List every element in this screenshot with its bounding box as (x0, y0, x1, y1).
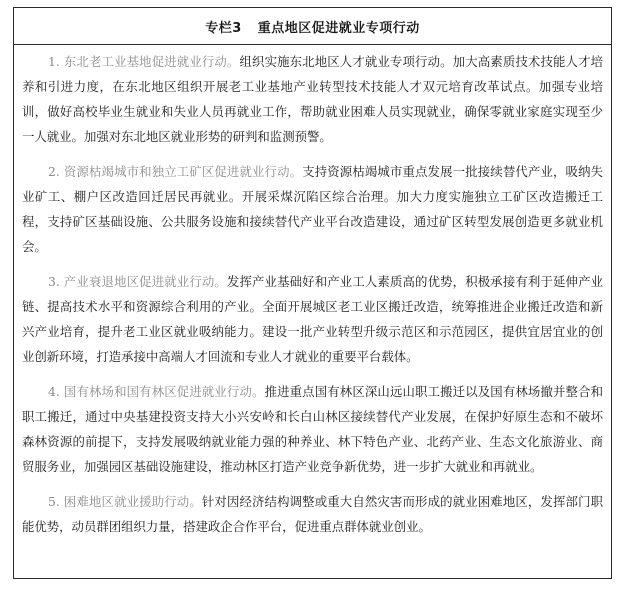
box-title: 重点地区促进就业专项行动 (257, 20, 420, 36)
column-box (13, 7, 612, 579)
action-text: 推进重点国有林区深山远山职工搬迁以及国有林场撤并整合和职工搬迁，通过中央基建投资支持大小兴安岭和长白山林区接续替代产业发展，在保护好原生态和不破坏森林资源的前提下，支持发展吸纳就业能力强的种养业、林下特色产业、北药产业、生态文化旅游业、商贸服务业，加强园区基础设施建设，推动林区打造产业竞争新优势，进一步扩大就业和再就业。 (22, 384, 604, 474)
action-item (22, 159, 603, 259)
action-text: 发挥产业基础好和产业工人素质高的优势，积极承接有利于延伸产业链、提高技术水平和资源综合利用的产业。全面开展城区老工业区搬迁改造，统筹推进企业搬迁改造和新兴产业培育，提升老工业区就业吸纳能力。建设一批产业转型升级示范区和示范园区，提供宜居宜业的创业创新环境，打造承接中高端人才回流和专业人才就业的重要平台载体。 (22, 274, 603, 364)
action-item (22, 379, 603, 479)
box-content (14, 45, 611, 539)
action-text: 针对因经济结构调整或重大自然灾害而形成的就业困难地区，发挥部门职能优势，动员群团组织力量，搭建政企合作平台，促进重点群体就业创业。 (22, 494, 603, 534)
box-label: 专栏3 (205, 20, 242, 36)
action-heading: 4. 国有林场和国有林区促进就业行动。 (48, 384, 265, 399)
action-heading: 3. 产业衰退地区促进就业行动。 (48, 274, 227, 289)
box-header (14, 8, 611, 45)
action-text: 组织实施东北地区人才就业专项行动。加大高素质技术技能人才培养和引进力度，在东北地区组织开展老工业基地产业转型技术技能人才双元培育改革试点。加强专业培训，做好高校毕业生就业和失业人员再就业工作，帮助就业困难人员实现就业，确保零就业家庭实现至少一人就业。加强对东北地区就业形势的研判和监测预警。 (22, 54, 604, 144)
action-heading: 2. 资源枯竭城市和独立工矿区促进就业行动。 (48, 164, 303, 179)
action-item (22, 489, 603, 539)
action-item (22, 49, 603, 149)
action-heading: 1. 东北老工业基地促进就业行动。 (48, 54, 240, 69)
action-heading: 5. 困难地区就业援助行动。 (48, 494, 202, 509)
action-item (22, 269, 603, 369)
action-text: 支持资源枯竭城市重点发展一批接续替代产业，吸纳失业矿工、棚户区改造回迁居民再就业。开展采煤沉陷区综合治理。加大力度实施独立工矿区改造搬迁工程，支持矿区基础设施、公共服务设施和接续替代产业平台改造建设，通过矿区转型发展创造更多就业机会。 (22, 164, 604, 254)
